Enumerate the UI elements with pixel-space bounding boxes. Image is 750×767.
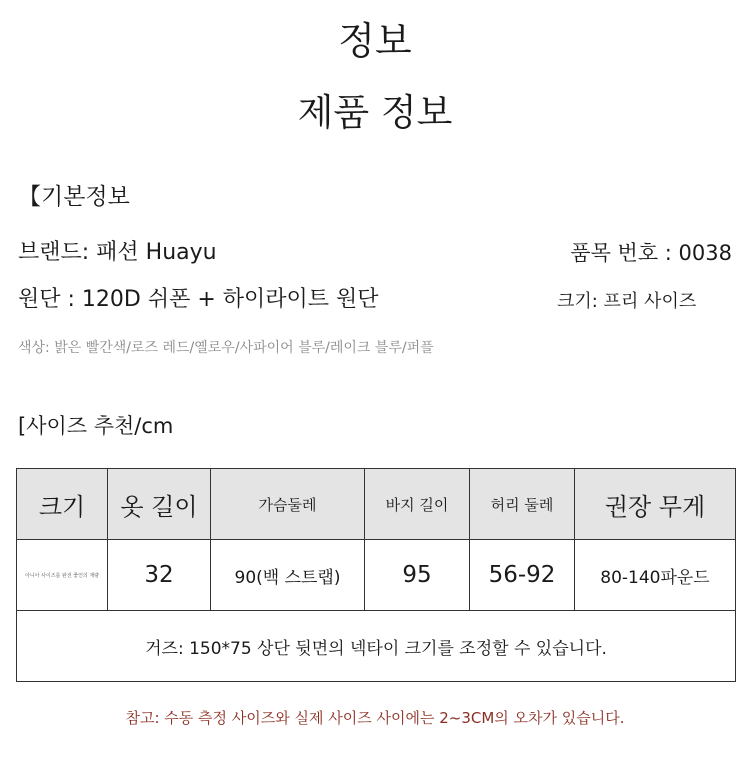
fabric-text: 원단 : 120D 쉬폰 + 하이라이트 원단 (18, 287, 379, 312)
size-text: 크기: 프리 사이즈 (557, 291, 697, 312)
header-waist: 허리 둘레 (470, 469, 575, 540)
cell-recommended-weight: 80-140파운드 (575, 540, 736, 611)
cell-bust: 90(백 스트랩) (211, 540, 365, 611)
measurement-reference-note: 참고: 수동 측정 사이즈와 실제 사이즈 사이에는 2~3CM의 오차가 있습니다. (125, 709, 625, 727)
brand-text: 브랜드: 패션 Huayu (18, 240, 217, 265)
size-table (16, 468, 736, 682)
header-recommended-weight: 권장 무게 (575, 469, 736, 540)
cell-pants-length: 95 (365, 540, 470, 611)
basic-info-heading: 【기본정보 (18, 184, 130, 210)
size-recommendation-heading: [사이즈 추천/cm (18, 414, 174, 438)
item-number-text: 품목 번호 : 0038 (570, 241, 732, 265)
size-table-header-row (17, 469, 736, 540)
header-pants-length: 바지 길이 (365, 469, 470, 540)
gauze-note: 거즈: 150*75 상단 뒷면의 넥타이 크기를 조정할 수 있습니다. (17, 611, 736, 682)
header-size: 크기 (17, 469, 108, 540)
header-length: 옷 길이 (108, 469, 211, 540)
cell-waist: 56-92 (470, 540, 575, 611)
color-options-text: 색상: 밝은 빨간색/로즈 레드/옐로우/사파이어 블루/레이크 블루/퍼플 (18, 340, 434, 356)
cell-length: 32 (108, 540, 211, 611)
header-bust: 가슴둘레 (211, 469, 365, 540)
page-subtitle: 제품 정보 (297, 91, 453, 134)
page-title: 정보 (338, 19, 412, 63)
size-table-note-row (17, 611, 736, 682)
cell-size: 아니아 사이즈를 완전 좋인의 재량 (17, 540, 108, 611)
size-table-row (17, 540, 736, 611)
